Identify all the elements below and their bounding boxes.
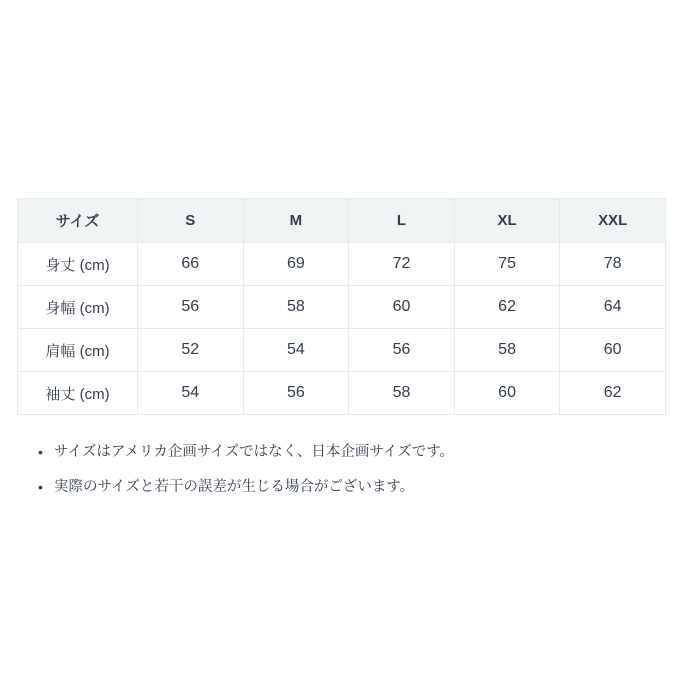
size-value-cell: 56 [243,372,349,415]
size-label-column-header: サイズ [18,199,138,243]
size-value-cell: 62 [560,372,666,415]
size-table-header-row [18,199,666,243]
size-value-cell: 75 [454,243,560,286]
size-chart-section [17,198,665,415]
size-column-header: XL [454,199,560,243]
table-row [18,243,666,286]
table-row [18,329,666,372]
size-value-cell: 54 [138,372,244,415]
size-value-cell: 69 [243,243,349,286]
size-value-cell: 56 [138,286,244,329]
size-table [17,198,666,415]
note-item: • サイズはアメリカ企画サイズではなく、日本企画サイズです。 [32,443,652,462]
size-notes-list [32,443,652,513]
size-value-cell: 58 [349,372,455,415]
measurement-label-cell: 袖丈 (cm) [18,372,138,415]
size-column-header: M [243,199,349,243]
size-value-cell: 60 [454,372,560,415]
size-value-cell: 62 [454,286,560,329]
size-value-cell: 58 [454,329,560,372]
size-value-cell: 78 [560,243,666,286]
size-value-cell: 64 [560,286,666,329]
measurement-label-cell: 身丈 (cm) [18,243,138,286]
size-value-cell: 54 [243,329,349,372]
measurement-label-cell: 肩幅 (cm) [18,329,138,372]
size-value-cell: 56 [349,329,455,372]
size-column-header: S [138,199,244,243]
note-item: • 実際のサイズと若干の誤差が生じる場合がございます。 [32,478,652,497]
size-table-body [18,243,666,415]
table-row [18,372,666,415]
size-value-cell: 52 [138,329,244,372]
size-value-cell: 58 [243,286,349,329]
size-value-cell: 72 [349,243,455,286]
size-value-cell: 60 [349,286,455,329]
table-row [18,286,666,329]
size-column-header: XXL [560,199,666,243]
size-value-cell: 60 [560,329,666,372]
measurement-label-cell: 身幅 (cm) [18,286,138,329]
size-value-cell: 66 [138,243,244,286]
size-column-header: L [349,199,455,243]
